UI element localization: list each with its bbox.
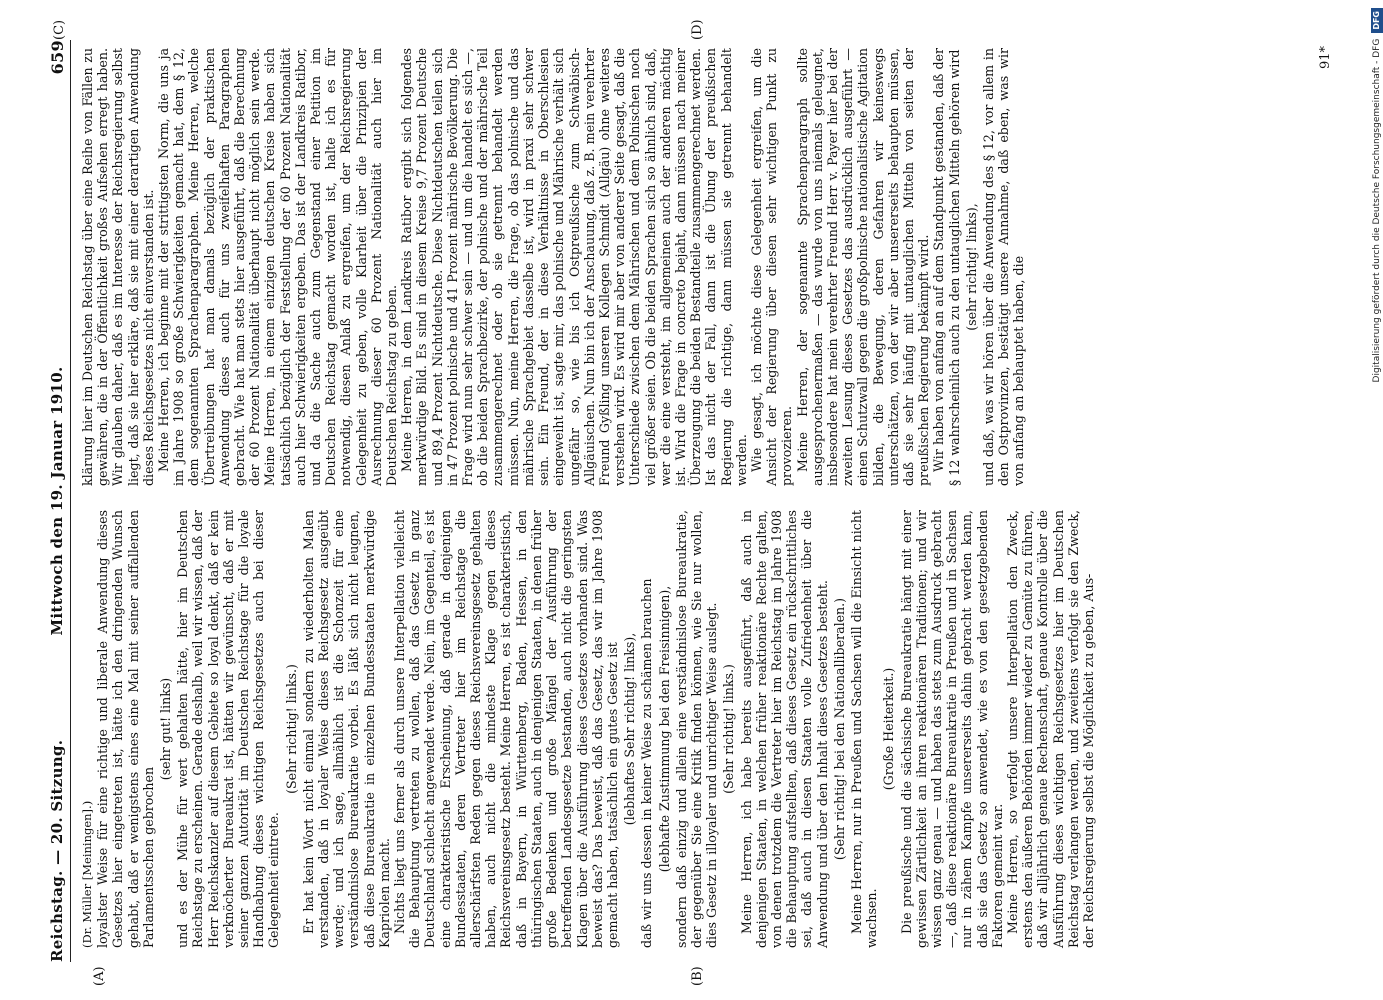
paragraph: Meine Herren, in dem Landkreis Ratibor ergibt sich folgendes merkwürdige Bild. Es sind in diesem Kreise 9,7 Prozent Deutsche und 89,4 Prozent Nichtdeutsche. Diese Nichtdeutschen teilen sich in 47 Prozent polnische und 41 Prozent mährische Bevölkerung. Die Frage wird nun sehr schwer sein — und um die handelt es sich —, ob die beiden Sprachbezirke, der polnische und der mährische Teil zusammengerechnet oder ob sie getrennt behandelt werden müssen. Nun, meine Herren, die Frage, ob das polnische und das mährische Sprachgebiet dasselbe ist, wird in praxi sehr schwer sein. Ein Freund, der in diese Verhältnisse in Oberschlesien eingeweiht ist, sagte mir, das polnische und Mährische verhält sich ungefähr so, wie bis ich Ostpreußische zum Schwäbisch-Allgäuischen. Nun bin ich der Anschauung, daß z. B. mein verehrter Freund Gyßling unseren Kollegen Schmidt (Allgäu) ohne weiteres verstehen wird. Es wird mir aber von anderer Seite gesagt, daß die Unterschiede zwischen dem Mährischen und dem Polnischen noch viel größer seien. Ob die beiden Sprachen sich so ähnlich sind, daß, wer die eine versteht, im allgemeinen auch der anderen mächtig ist. Wird die Frage in concreto bejaht, dann müssen nach meiner Überzeugung die beiden Bestandteile zusammengerechnet werden. Ist das nicht der Fall, dann ist die Übung der preußischen Regierung die richtige, dann müssen sie getrennt behandelt werden. [399, 48, 749, 486]
session-date: Mittwoch den 19. Januar 1910. [48, 366, 66, 636]
paragraph: Wir haben von anfang an auf dem Standpunkt gestanden, daß der § 12 wahrscheinlich auch zu den untauglichen Mitteln gehören wird [931, 48, 962, 486]
paragraph: Nichts liegt uns ferner als durch unsere Interpellation vielleicht die Behauptung vertreten zu wollen, daß das Gesetz in ganz Deutschland schlecht angewendet werde. Nein, im Gegenteil, es ist eine charakteristische Erscheinung, daß gerade in denjenigen Bundesstaaten, deren Vertreter hier im Reichstage die allerschärfsten Reden gegen dieses Reichsvereinsgesetz gehalten haben, auch nicht die mindeste Klage gegen dieses Reichsvereinsgesetz besteht. Meine Herren, es ist charakteristisch, daß in Bayern, in Württemberg, Baden, Hessen, in den thüringischen Staaten, auch in denjenigen Staaten, in denen früher große Bedenken und große Mängel der Ausführung der betreffenden Landesgesetze bestanden, auch nicht die geringsten Klagen über die Ausführung dieses Gesetzes vorhanden sind. Was beweist das? Das beweist, daß das Gesetz, das wir im Jahre 1908 gemacht haben, tatsächlich ein gutes Gesetz ist [392, 510, 620, 948]
session-title: Reichstag. — 20. Sitzung. [48, 739, 66, 962]
paragraph: Meine Herren, so verfolgt unsere Interpellation den Zweck, erstens den äußeren Behörden immer wieder zu Gemüte zu führen, daß wir alljährlich genaue Rechenschaft, genaue Kontrolle über die Ausführung dieses wichtigen Reichsgesetzes hier im Deutschen Reichstag verlangen werden, und zweitens verfolgt sie den Zweck, der Reichsregierung selbst die Möglichkeit zu geben, Aus- [1004, 510, 1096, 948]
paragraph: Meine Herren, ich beginne mit der strittigsten Norm, die uns ja im Jahre 1908 so große Schwierigkeiten gemacht hat, dem § 12, dem sogenannten Sprachenparagraphen. Meine Herren, welche Übertreibungen hat man damals bezüglich der praktischen Anwendung dieses auch für uns zweifelhaften Paragraphen gebracht. Wie hat man stets hier ausgeführt, daß die Berechnung der 60 Prozent Nationalität überhaupt nicht möglich sein werde. Meine Herren, in einem einzigen deutschen Kreise haben sich tatsächlich bezüglich der Feststellung der 60 Prozent Nationalität auch hier Schwierigkeiten ergeben. Das ist der Landkreis Ratibor, und da die Sache auch zum Gegenstand einer Petition im Deutschen Reichstag gemacht worden ist, halte ich es für notwendig, diesen Anlaß zu ergreifen, um der Reichsregierung Gelegenheit zu geben, volle Klarheit über die Prinzipien der Ausrechnung dieser 60 Prozent Nationalität auch hier im Deutschen Reichstag zu geben. [156, 48, 400, 486]
left-column [80, 510, 1096, 948]
paragraph: Wie gesagt, ich möchte diese Gelegenheit ergreifen, um die Ansicht der Regierung über diesen sehr wichtigen Punkt zu provozieren. [748, 48, 795, 486]
margin-letter-a: (A) [92, 966, 107, 986]
interjection: (lebhafte Zustimmung bei den Freisinnigen), [656, 585, 672, 873]
dfg-attribution [1370, 8, 1383, 998]
right-column [80, 48, 1027, 486]
paragraph: Er hat kein Wort nicht einmal sondern zu wiederholten Malen verstanden, daß in loyaler Weise dieses Reichsgesetz ausgeübt werde; und ich sage, allmählich ist die Schonzeit für eine verständnislose Bureaukratie vorbei. Es läßt sich nicht leugnen, daß diese Bureaukratie in einzelnen Bundesstaaten merkwürdige Kapriolen macht. [300, 510, 392, 948]
interjection: (sehr gut! links) [158, 677, 174, 781]
paragraph: Meine Herren, ich habe bereits ausgeführt, daß auch in denjenigen Staaten, in welchen früher reaktionäre Rechte galten, von denen trotzdem die Vertreter hier im Reichstag im Jahre 1908 die Behauptung aufstellten, daß dieses Gesetz ein rückschrittliches sei, daß auch in diesen Staaten volle Zufriedenheit über die Anwendung und über den Inhalt dieses Gesetzes besteht. [738, 510, 830, 948]
margin-letter-b: (B) [690, 966, 705, 986]
signature-mark: 91* [1318, 46, 1333, 70]
paragraph: loyalster Weise für eine richtige und liberale Anwendung dieses Gesetzes hier eingetreten ist, hätte ich den dringenden Wunsch gehabt, daß er wenigstens eines eine Mal mit seiner auffallenden Parlamentsschen gebrochen [95, 510, 156, 948]
paragraph: sondern daß einzig und allein eine verständnislose Bureaukratie, der gegenüber Sie eine Kritik finden können, wie Sie nur wollen, dies Gesetz in illoyaler und unrichtiger Weise auslegt. [673, 510, 720, 948]
paragraph: und es der Mühe für wert gehalten hätte, hier im Deutschen Reichstage zu erscheinen. Gerade deshalb, weil wir wissen, daß der Herr Reichskanzler auf diesem Gebiete so loyal denkt, daß er kein verknöcherter Bureaukrat ist, hätten wir gewünscht, daß er mit seiner ganzen Autorität im Deutschen Reichstage für die loyale Handhabung dieses wichtigen Reichsgesetzes auch bei dieser Gelegenheit eintrete. [175, 510, 282, 948]
margin-letter-d: (D) [690, 19, 705, 40]
interjection: (Sehr richtig! links.) [283, 664, 299, 794]
paragraph: klärung hier im Deutschen Reichstag über eine Reihe von Fällen zu gewähren, die in der Öffentlichkeit großes Aufsehen erregt haben. Wir glauben daher, daß es im Interesse der Reichsregierung selbst liegt, daß sie hier erkläre, daß sie mit einer derartigen Anwendung dieses Reichsgesetzes nicht einverstanden ist. [80, 48, 156, 486]
attribution-text: Digitalisierung gefördert durch die Deutsche Forschungsgemeinschaft - DFG [1372, 38, 1382, 383]
interjection: (Sehr richtig! bei den Nationalliberalen.) [831, 597, 847, 861]
speaker-note: (Dr. Müller [Meiningen].) [80, 800, 94, 948]
paragraph: und daß, was wir hören über die Anwendung des § 12, vor allem in den Ostprovinzen, bestätigt unsere Annahme, daß eben, was wir von anfang an behauptet haben, die [980, 48, 1027, 486]
interjection: (lebhaftes Sehr richtig! links), [622, 632, 638, 826]
interjection: (sehr richtig! links), [963, 203, 979, 331]
page-number: 659 [48, 40, 67, 75]
paragraph: daß wir uns dessen in keiner Weise zu schämen brauchen [639, 578, 655, 948]
margin-letter-c: (C) [52, 19, 67, 40]
interjection: (Große Heiterkeit.) [881, 667, 897, 791]
running-head [48, 40, 71, 962]
dfg-logo: DFG [1371, 8, 1383, 33]
paragraph: Meine Herren, der sogenannte Sprachenparagraph sollte ausgesprochenermaßen — das wurde von uns niemals geleugnet, insbesondere hat mein verehrter Freund Herr v. Payer hier bei der zweiten Lesung dieses Gesetzes das ausdrücklich ausgeführt — einen Schutzwall gegen die großpolnische nationalistische Agitation bilden, die Bewegung, deren Gefahren wir keineswegs unterschätzen, von der wir aber unsererseits behaupten müssen, daß sie sehr häufig mit untauglichen Mitteln von seiten der preußischen Regierung bekämpft wird. [794, 48, 932, 486]
paragraph: Die preußische und die sächsische Bureaukratie hängt mit einer gewissen Zärtlichkeit an ihren reaktionären Traditionen; und wir wissen ganz genau — und haben das stets zum Ausdruck gebracht —, daß diese reaktionäre Bureaukratie in Preußen und in Sachsen nur in zähem Kampfe unsererseits dahin gebracht werden kann, daß sie das Gesetz so anwendet, wie es von den gesetzgebenden Faktoren gemeint war. [898, 510, 1005, 948]
interjection: (Sehr richtig! links.) [721, 664, 737, 794]
paragraph: Meine Herren, nur in Preußen und Sachsen will die Einsicht nicht wachsen. [848, 510, 880, 948]
